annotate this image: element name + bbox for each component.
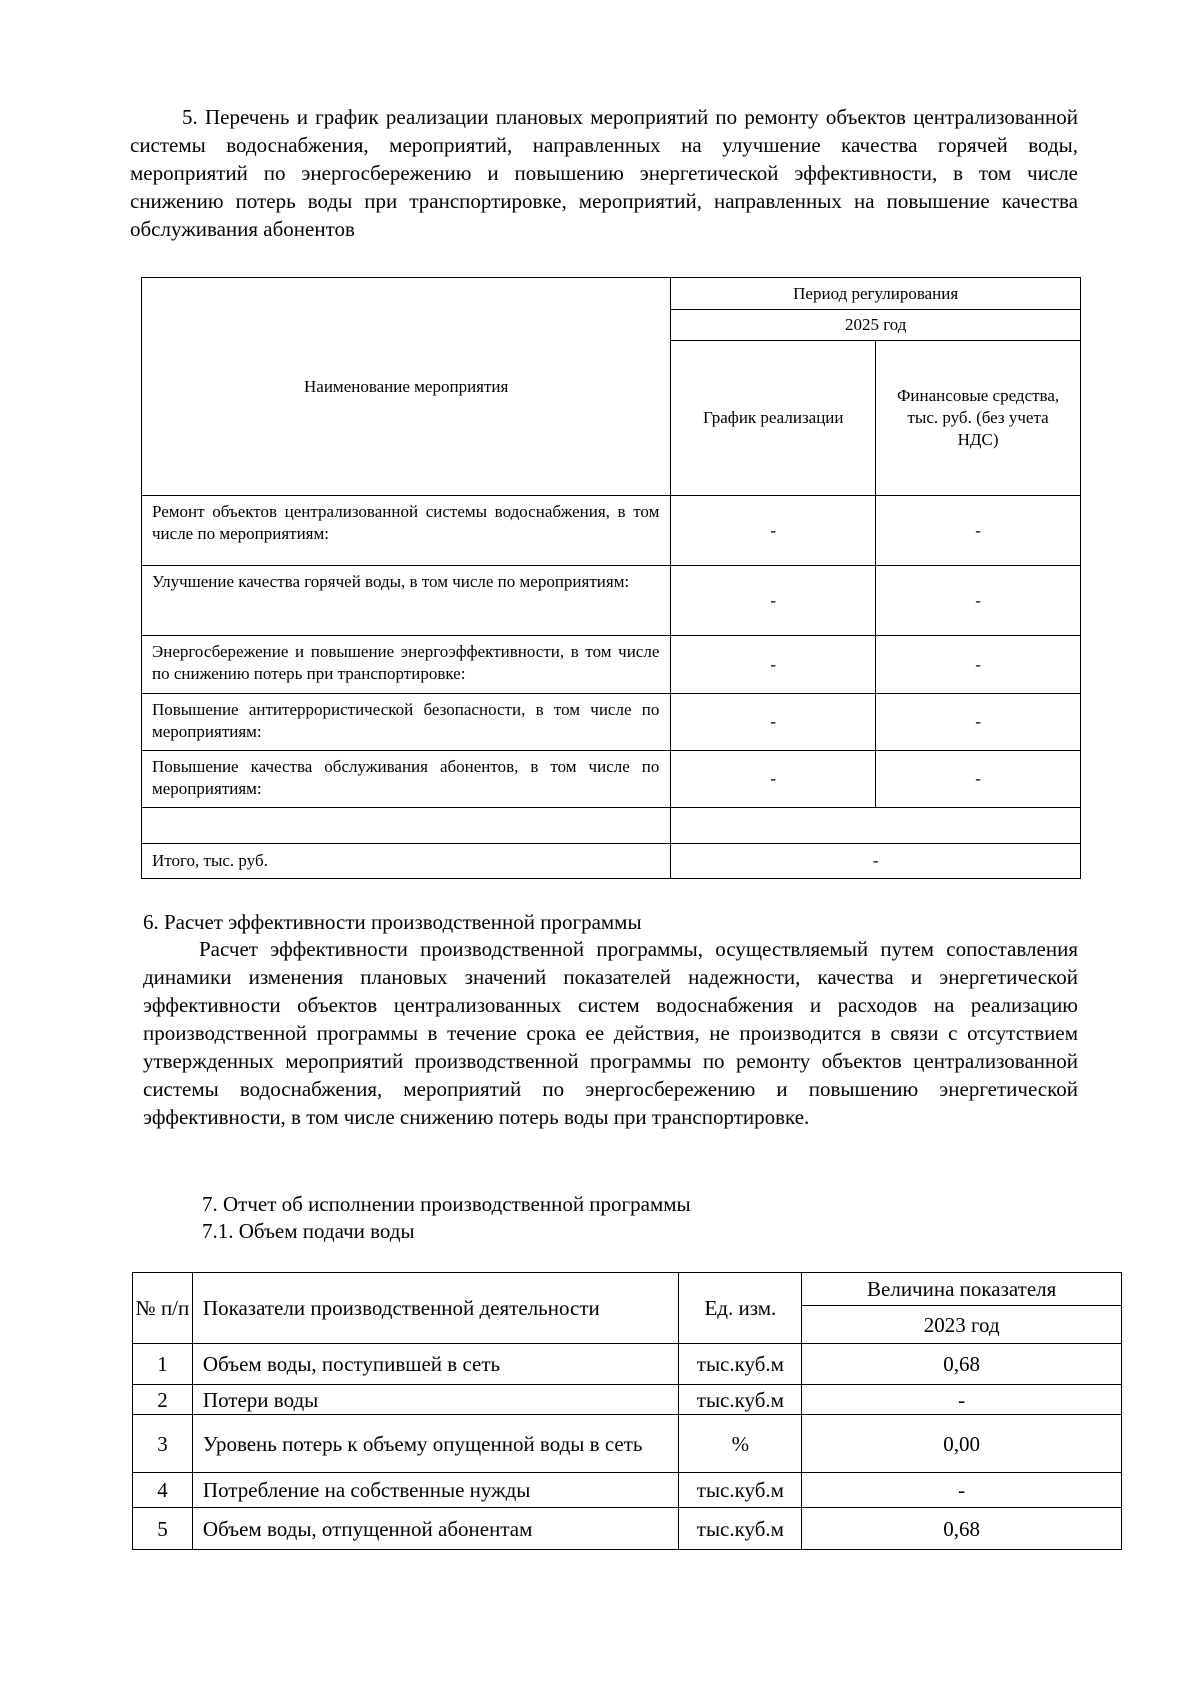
header-finance: Финансовые средства, тыс. руб. (без учета НДС)	[876, 341, 1081, 496]
total-value: -	[671, 844, 1081, 879]
header-value: Величина показателя	[802, 1273, 1122, 1306]
row-value: -	[802, 1473, 1122, 1508]
measure-name: Энергосбережение и повышение энергоэффективности, в том числе по снижению потерь при транспортировке:	[142, 636, 671, 694]
measure-schedule: -	[671, 694, 876, 751]
row-indicator: Объем воды, отпущенной абонентам	[192, 1508, 678, 1550]
section7-title: 7. Отчет об исполнении производственной программы	[202, 1192, 691, 1216]
row-num: 5	[133, 1508, 193, 1550]
header-year: 2023 год	[802, 1306, 1122, 1344]
table-row	[142, 636, 1081, 694]
row-unit: тыс.куб.м	[679, 1473, 802, 1508]
row-num: 1	[133, 1344, 193, 1385]
row-unit: тыс.куб.м	[679, 1508, 802, 1550]
measure-schedule: -	[671, 636, 876, 694]
row-indicator: Потери воды	[192, 1385, 678, 1415]
measure-schedule: -	[671, 751, 876, 808]
empty-cell	[671, 808, 1081, 844]
row-indicator: Потребление на собственные нужды	[192, 1473, 678, 1508]
row-indicator: Объем воды, поступившей в сеть	[192, 1344, 678, 1385]
section6-text: Расчет эффективности производственной программы, осуществляемый путем сопоставления динамики изменения плановых значений показателей надежности, качества и энергетической эффективности объектов централизованных систем водоснабжения и расходов на реализацию производственной программы в течение срока ее действия, не производится в связи с отсутствием утвержденных мероприятий производственной программы по ремонту объектов централизованной системы водоснабжения, мероприятий по энергосбережению и повышению энергетической эффективности, в том числе снижению потерь воды при транспортировке.	[143, 937, 1078, 1129]
row-num: 3	[133, 1415, 193, 1473]
row-value: 0,68	[802, 1508, 1122, 1550]
total-label: Итого, тыс. руб.	[142, 844, 671, 879]
measure-name: Улучшение качества горячей воды, в том числе по мероприятиям:	[142, 566, 671, 636]
table-row	[133, 1385, 1122, 1415]
row-value: 0,68	[802, 1344, 1122, 1385]
measure-finance: -	[876, 751, 1081, 808]
measure-name: Повышение антитеррористической безопасности, в том числе по мероприятиям:	[142, 694, 671, 751]
measure-finance: -	[876, 694, 1081, 751]
measures-table	[141, 277, 1081, 879]
measure-finance: -	[876, 566, 1081, 636]
table-row	[142, 694, 1081, 751]
header-year: 2025 год	[671, 310, 1081, 341]
table-row	[133, 1473, 1122, 1508]
row-num: 2	[133, 1385, 193, 1415]
measure-schedule: -	[671, 496, 876, 566]
table-row	[133, 1344, 1122, 1385]
table-row	[142, 496, 1081, 566]
measure-name: Ремонт объектов централизованной системы водоснабжения, в том числе по мероприятиям:	[142, 496, 671, 566]
table-row	[133, 1508, 1122, 1550]
row-value: -	[802, 1385, 1122, 1415]
header-schedule: График реализации	[671, 341, 876, 496]
section6-title: 6. Расчет эффективности производственной программы	[143, 910, 642, 934]
measure-schedule: -	[671, 566, 876, 636]
table-row	[142, 566, 1081, 636]
header-indicator: Показатели производственной деятельности	[192, 1273, 678, 1344]
header-measure-name: Наименование мероприятия	[142, 278, 671, 496]
measure-finance: -	[876, 496, 1081, 566]
table-row-total	[142, 844, 1081, 879]
measure-name: Повышение качества обслуживания абонентов, в том числе по мероприятиям:	[142, 751, 671, 808]
row-unit: %	[679, 1415, 802, 1473]
table-row	[133, 1415, 1122, 1473]
empty-cell	[142, 808, 671, 844]
row-value: 0,00	[802, 1415, 1122, 1473]
table-row-empty	[142, 808, 1081, 844]
header-period: Период регулирования	[671, 278, 1081, 310]
row-num: 4	[133, 1473, 193, 1508]
measure-finance: -	[876, 636, 1081, 694]
header-num: № п/п	[133, 1273, 193, 1344]
header-unit: Ед. изм.	[679, 1273, 802, 1344]
water-supply-table	[132, 1272, 1122, 1550]
section5-title: 5. Перечень и график реализации плановых мероприятий по ремонту объектов централизованной системы водоснабжения, мероприятий, направленных на улучшение качества горячей воды, мероприятий по энергосбережению и повышению энергетической эффективности, в том числе снижению потерь воды при транспортировке, мероприятий, направленных на повышение качества обслуживания абонентов	[130, 105, 1078, 241]
table-row	[142, 751, 1081, 808]
section7-subtitle: 7.1. Объем подачи воды	[202, 1219, 415, 1243]
row-indicator: Уровень потерь к объему опущенной воды в сеть	[192, 1415, 678, 1473]
row-unit: тыс.куб.м	[679, 1385, 802, 1415]
row-unit: тыс.куб.м	[679, 1344, 802, 1385]
